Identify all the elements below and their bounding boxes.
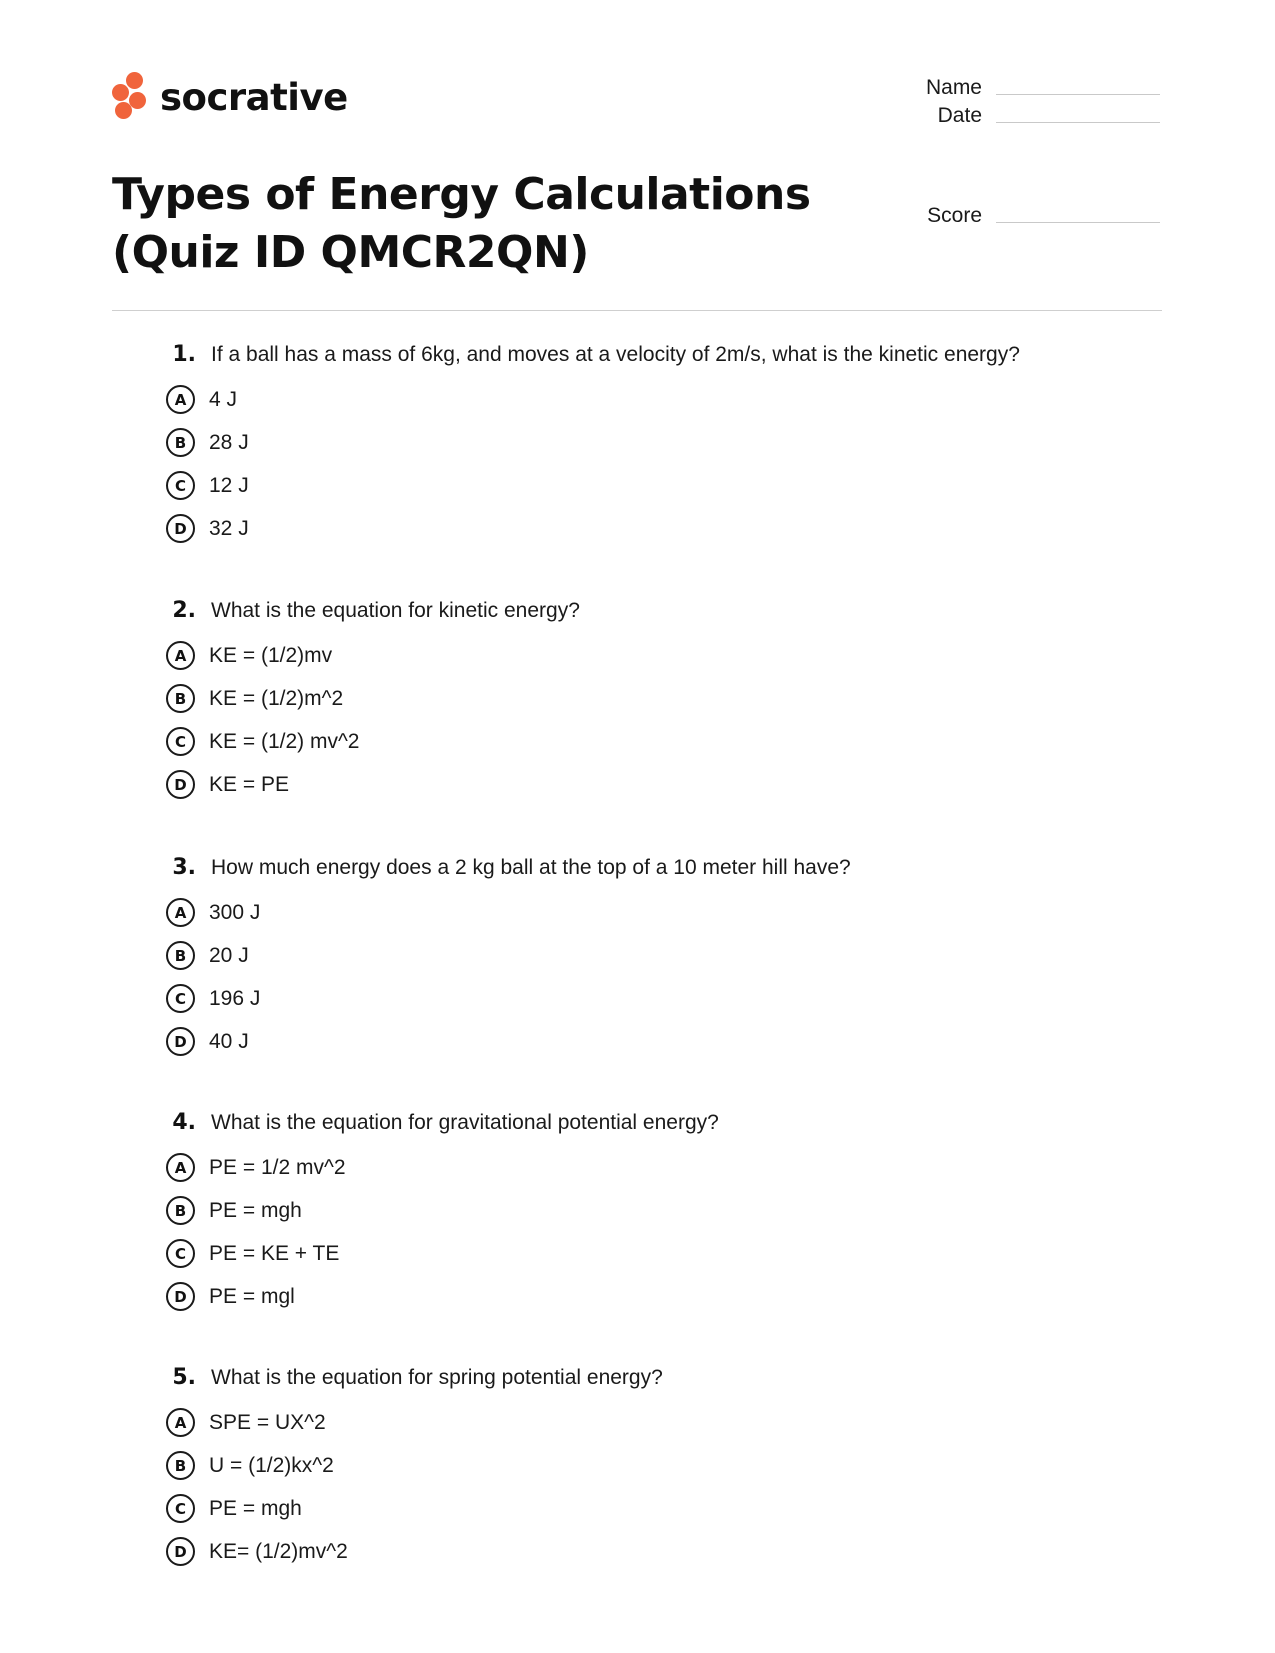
option-text: 4 J <box>209 387 238 411</box>
option-text: PE = mgl <box>209 1284 295 1308</box>
option-letter-circle[interactable]: A <box>166 1408 195 1437</box>
option-letter-circle[interactable]: C <box>166 1494 195 1523</box>
question-number: 4. <box>172 1110 196 1135</box>
option-text: 28 J <box>209 430 249 454</box>
option-letter-circle[interactable]: A <box>166 385 195 414</box>
option-letter-circle[interactable]: D <box>166 770 195 799</box>
option-d[interactable] <box>160 1020 1160 1063</box>
option-text: 300 J <box>209 900 261 924</box>
question-number: 5. <box>172 1365 196 1390</box>
option-letter-circle[interactable]: D <box>166 1282 195 1311</box>
option-b[interactable] <box>160 1444 1160 1487</box>
question-number: 2. <box>172 598 196 623</box>
option-text: KE= (1/2)mv^2 <box>209 1539 348 1563</box>
option-text: PE = mgh <box>209 1496 302 1520</box>
option-letter-circle[interactable]: A <box>166 1153 195 1182</box>
option-text: KE = (1/2)m^2 <box>209 686 344 710</box>
option-c[interactable] <box>160 1487 1160 1530</box>
option-c[interactable] <box>160 464 1160 507</box>
option-text: 32 J <box>209 516 249 540</box>
option-letter-circle[interactable]: B <box>166 941 195 970</box>
option-d[interactable] <box>160 1275 1160 1318</box>
header-divider <box>112 310 1162 311</box>
option-letter-circle[interactable]: B <box>166 1196 195 1225</box>
option-text: KE = (1/2)mv <box>209 643 333 667</box>
option-text: PE = mgh <box>209 1198 302 1222</box>
option-text: 12 J <box>209 473 249 497</box>
option-text: 196 J <box>209 986 261 1010</box>
question-text: How much energy does a 2 kg ball at the top of a 10 meter hill have? <box>211 856 851 879</box>
option-letter-circle[interactable]: D <box>166 1537 195 1566</box>
question-number: 1. <box>172 342 196 367</box>
date-field[interactable] <box>880 104 1160 128</box>
name-field[interactable] <box>880 76 1160 100</box>
option-letter-circle[interactable]: B <box>166 684 195 713</box>
date-line <box>996 122 1160 123</box>
option-a[interactable] <box>160 634 1160 677</box>
question-5 <box>160 1365 1160 1573</box>
question-text: If a ball has a mass of 6kg, and moves at a velocity of 2m/s, what is the kinetic energy? <box>211 343 1020 366</box>
option-letter-circle[interactable]: C <box>166 984 195 1013</box>
option-text: U = (1/2)kx^2 <box>209 1453 334 1477</box>
option-a[interactable] <box>160 891 1160 934</box>
option-c[interactable] <box>160 1232 1160 1275</box>
question-1 <box>160 342 1160 550</box>
question-number: 3. <box>172 855 196 880</box>
option-b[interactable] <box>160 934 1160 977</box>
option-text: 20 J <box>209 943 249 967</box>
name-label: Name <box>925 76 982 99</box>
logo-wordmark: socrative <box>160 75 348 119</box>
option-text: SPE = UX^2 <box>209 1410 326 1434</box>
option-letter-circle[interactable]: B <box>166 1451 195 1480</box>
option-a[interactable] <box>160 1146 1160 1189</box>
option-letter-circle[interactable]: B <box>166 428 195 457</box>
score-field[interactable] <box>880 204 1160 228</box>
socrative-logo <box>112 72 348 122</box>
option-d[interactable] <box>160 763 1160 806</box>
question-text: What is the equation for spring potential energy? <box>211 1366 663 1389</box>
option-text: 40 J <box>209 1029 249 1053</box>
quiz-title-line1: Types of Energy Calculations <box>112 169 811 220</box>
question-4 <box>160 1110 1160 1318</box>
option-text: KE = (1/2) mv^2 <box>209 729 360 753</box>
option-c[interactable] <box>160 977 1160 1020</box>
question-2 <box>160 598 1160 806</box>
score-label: Score <box>927 204 982 227</box>
name-line <box>996 94 1160 95</box>
question-text: What is the equation for kinetic energy? <box>211 599 580 622</box>
option-text: KE = PE <box>209 772 289 796</box>
option-c[interactable] <box>160 720 1160 763</box>
option-letter-circle[interactable]: D <box>166 1027 195 1056</box>
option-letter-circle[interactable]: D <box>166 514 195 543</box>
option-b[interactable] <box>160 677 1160 720</box>
option-a[interactable] <box>160 378 1160 421</box>
option-letter-circle[interactable]: C <box>166 471 195 500</box>
option-letter-circle[interactable]: A <box>166 641 195 670</box>
logo-hexagon-icon <box>112 72 150 122</box>
date-label: Date <box>937 104 982 127</box>
quiz-title-line2: (Quiz ID QMCR2QN) <box>112 227 589 278</box>
option-letter-circle[interactable]: C <box>166 727 195 756</box>
quiz-title <box>112 166 811 282</box>
option-letter-circle[interactable]: C <box>166 1239 195 1268</box>
option-b[interactable] <box>160 421 1160 464</box>
option-text: PE = 1/2 mv^2 <box>209 1155 346 1179</box>
question-3 <box>160 855 1160 1063</box>
score-line <box>996 222 1160 223</box>
option-letter-circle[interactable]: A <box>166 898 195 927</box>
option-d[interactable] <box>160 1530 1160 1573</box>
option-text: PE = KE + TE <box>209 1241 340 1265</box>
option-d[interactable] <box>160 507 1160 550</box>
question-text: What is the equation for gravitational potential energy? <box>211 1111 719 1134</box>
option-b[interactable] <box>160 1189 1160 1232</box>
option-a[interactable] <box>160 1401 1160 1444</box>
